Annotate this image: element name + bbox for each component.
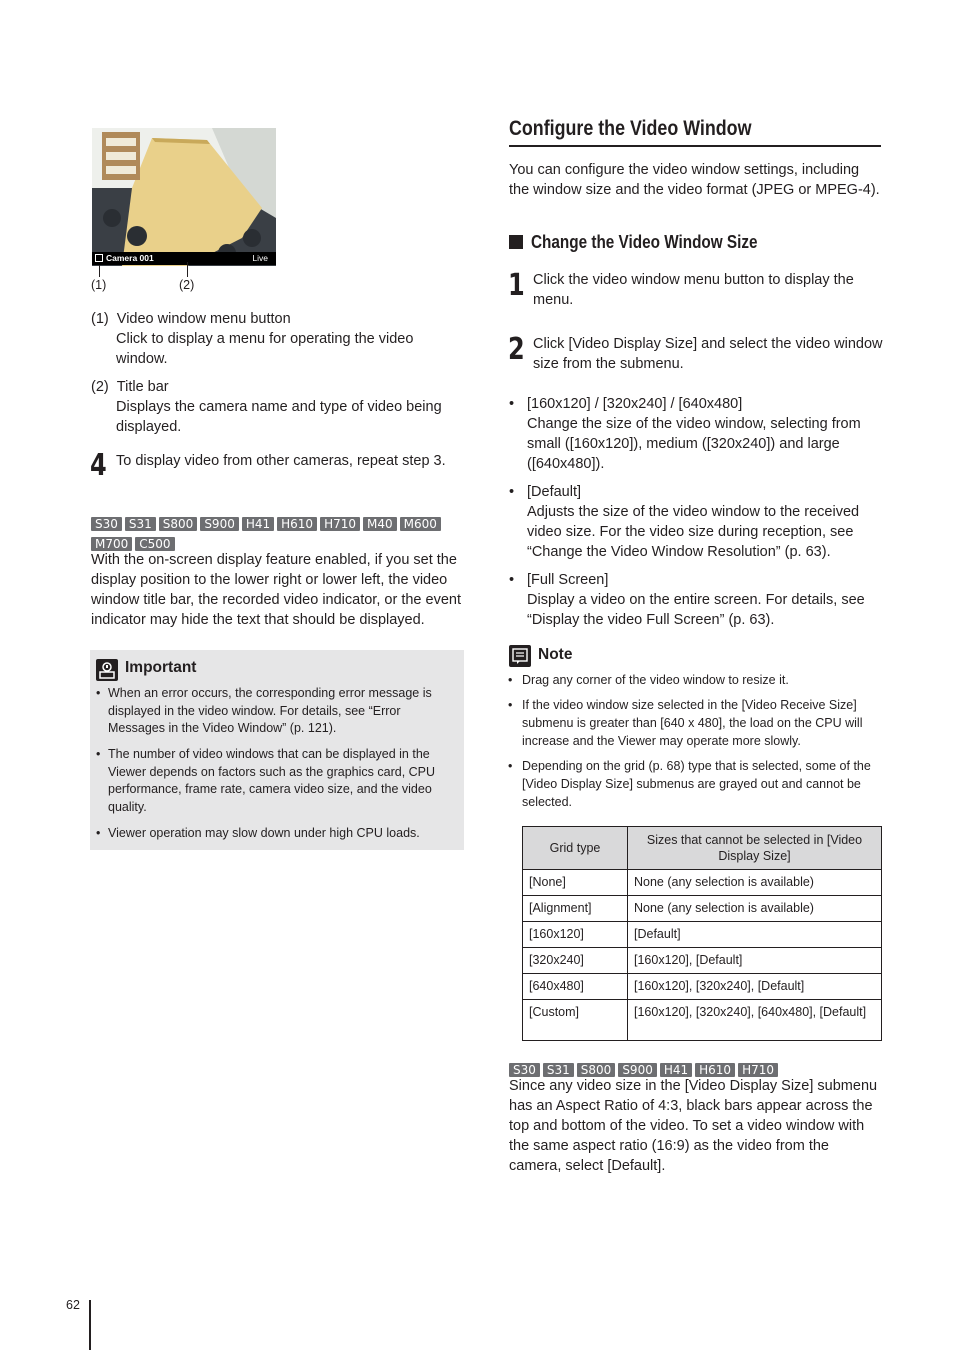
- model-tag: C500: [135, 537, 174, 551]
- step-4-text: To display video from other cameras, repeat step 3.: [116, 453, 446, 469]
- note-icon: [509, 645, 531, 667]
- table-cell: [320x240]: [523, 948, 628, 974]
- video-title-bar: [92, 252, 276, 265]
- camera-video-image: [92, 128, 276, 266]
- table-cell: [Alignment]: [523, 896, 628, 922]
- model-tag: S30: [91, 517, 122, 531]
- model-tag: S900: [618, 1063, 657, 1077]
- table-cell: [160x120], [Default]: [628, 948, 882, 974]
- legend-item-1: [91, 309, 461, 369]
- table-row: [523, 948, 882, 974]
- model-tag: M40: [363, 517, 397, 531]
- osd-paragraph: With the on-screen display feature enabled, if you set the display position to the lower right or lower left, the video window title bar, the recorded video indicator, or the event indicator may hide the text that should be displayed.: [91, 552, 461, 628]
- model-tag: H610: [277, 517, 317, 531]
- table-cell: [160x120]: [523, 922, 628, 948]
- conference-room-picture: [92, 128, 276, 266]
- step-number-4: 4: [90, 448, 107, 483]
- grid-type-table: [522, 826, 882, 1041]
- subsection-square-icon: [509, 235, 523, 249]
- legend-num: (1): [91, 311, 109, 327]
- legend-label: Title bar: [116, 379, 169, 395]
- option-desc: Change the size of the video window, selecting from small ([160x120]), medium ([320x240]) and large ([640x480]).: [527, 416, 861, 472]
- model-tag: S800: [577, 1063, 616, 1077]
- important-title: Important: [125, 659, 197, 676]
- model-tag: S30: [509, 1063, 540, 1077]
- table-row: [523, 1000, 882, 1041]
- bullet-mark: •: [509, 572, 515, 588]
- model-tag: H41: [242, 517, 274, 531]
- table-header: Sizes that cannot be selected in [Video Display Size]: [628, 827, 882, 870]
- model-tag: S31: [125, 517, 156, 531]
- model-tag: H710: [738, 1063, 778, 1077]
- option-desc: Adjusts the size of the video window to the received video size. For the video size during reception, see “Change the Video Window Resolution” (p. 63).: [527, 504, 860, 560]
- table-cell: [Custom]: [523, 1000, 628, 1041]
- step-1-text: Click the video window menu button to display the menu.: [533, 272, 854, 308]
- important-icon: [96, 659, 118, 681]
- model-tag: M700: [91, 537, 132, 551]
- option-item: [527, 570, 877, 630]
- bullet-mark: •: [509, 484, 515, 500]
- video-window-menu-button[interactable]: [95, 254, 103, 262]
- legend-desc: Click to display a menu for operating the video window.: [116, 331, 414, 367]
- table-row: [523, 922, 882, 948]
- table-header-row: [523, 827, 882, 870]
- table-header: Grid type: [523, 827, 628, 870]
- legend-desc: Displays the camera name and type of video being displayed.: [116, 399, 442, 435]
- step-number-1: 1: [508, 268, 525, 303]
- callout-label-1: (1): [91, 278, 107, 292]
- step-number-2: 2: [508, 332, 525, 367]
- option-label: [160x120] / [320x240] / [640x480]: [527, 396, 743, 412]
- legend-item-2: [91, 377, 461, 437]
- option-desc: Display a video on the entire screen. For details, see “Display the video Full Screen” (p. 63).: [527, 592, 865, 628]
- note-item: • Depending on the grid (p. 68) type that is selected, some of the [Video Display Size] submenus are grayed out and cannot be selected.: [522, 757, 882, 811]
- section-title: Configure the Video Window: [509, 117, 752, 140]
- model-tag: H710: [320, 517, 360, 531]
- note-item: • If the video window size selected in the [Video Receive Size] submenu is greater than [640 x 480], the load on the CPU will increase and the Viewer may operate more slowly.: [522, 696, 882, 750]
- table-cell: [160x120], [320x240], [Default]: [628, 974, 882, 1000]
- table-cell: None (any selection is available): [628, 870, 882, 896]
- table-cell: [160x120], [320x240], [640x480], [Default]: [628, 1000, 882, 1041]
- table-row: [523, 896, 882, 922]
- important-item: • The number of video windows that can be displayed in the Viewer depends on factors such as the graphics card, CPU performance, frame rate, camera video size, and the video quality.: [108, 746, 453, 816]
- table-row: [523, 974, 882, 1000]
- camera-name: Camera 001: [106, 253, 154, 263]
- step-2-text: Click [Video Display Size] and select the video window size from the submenu.: [533, 336, 883, 372]
- model-tag: H41: [660, 1063, 692, 1077]
- live-indicator: Live: [252, 253, 268, 263]
- option-item: [527, 394, 877, 474]
- table-cell: [None]: [523, 870, 628, 896]
- model-tag: S31: [543, 1063, 574, 1077]
- section-header: [509, 117, 881, 141]
- model-tags-left: [91, 514, 451, 554]
- bullet-mark: •: [509, 396, 515, 412]
- callout-line-2: [187, 262, 188, 277]
- page-number: 62: [66, 1298, 80, 1312]
- note-title: Note: [538, 646, 573, 663]
- section-intro: You can configure the video window settings, including the window size and the video format (JPEG or MPEG-4).: [509, 162, 880, 198]
- table-cell: [Default]: [628, 922, 882, 948]
- important-box: [90, 650, 464, 850]
- table-cell: None (any selection is available): [628, 896, 882, 922]
- section-rule: [509, 145, 881, 147]
- model-tag: H610: [695, 1063, 735, 1077]
- table-cell: [640x480]: [523, 974, 628, 1000]
- subsection-header: [531, 232, 798, 253]
- option-label: [Full Screen]: [527, 572, 609, 588]
- option-label: [Default]: [527, 484, 581, 500]
- important-item: • Viewer operation may slow down under high CPU loads.: [108, 825, 453, 843]
- table-row: [523, 870, 882, 896]
- model-tag: M600: [400, 517, 441, 531]
- option-item: [527, 482, 877, 562]
- callout-label-2: (2): [179, 278, 195, 292]
- model-tag: S800: [159, 517, 198, 531]
- subsection-title: Change the Video Window Size: [531, 232, 758, 252]
- aspect-ratio-paragraph: Since any video size in the [Video Display Size] submenu has an Aspect Ratio of 4:3, black bars appear across the top and bottom of the video. To set a video window with the same aspect ratio (16:9) as the video from the camera, select [Default].: [509, 1078, 878, 1174]
- important-item: • When an error occurs, the corresponding error message is displayed in the video window. For details, see “Error Messages in the Video Window” (p. 121).: [108, 685, 453, 738]
- legend-num: (2): [91, 379, 109, 395]
- footer-rule: [89, 1300, 91, 1350]
- model-tag: S900: [200, 517, 239, 531]
- note-item: • Drag any corner of the video window to resize it.: [522, 671, 882, 689]
- legend-label: Video window menu button: [116, 311, 291, 327]
